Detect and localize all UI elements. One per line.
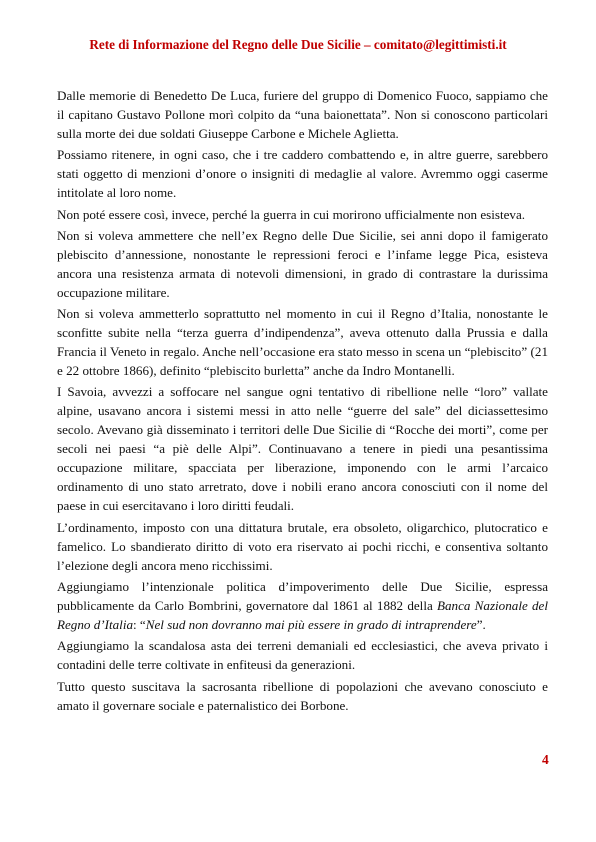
paragraph-text: Aggiungiamo l’intenzionale politica d’impoverimento delle Due Sicilie, espressa pubblicamente da Carlo Bombrini, governatore dal 1861 al 1882 della [57, 579, 548, 614]
paragraph: Possiamo ritenere, in ogni caso, che i tre caddero combattendo e, in altre guerre, sarebbero stati oggetto di menzioni d’onore o insigniti di medaglie al valore. Avremmo oggi caserme intitolate al loro nome. [57, 147, 548, 201]
article-body [57, 86, 548, 717]
paragraph: Aggiungiamo la scandalosa asta dei terreni demaniali ed ecclesiastici, che aveva privato i contadini delle terre coltivate in enfiteusi da generazioni. [57, 638, 548, 673]
bank-name: Banca Nazionale del Regno d’Italia [57, 598, 548, 633]
paragraph: I Savoia, avvezzi a soffocare nel sangue ogni tentativo di ribellione nelle “loro” vallate alpine, usavano ancora i sistemi messi in atto nelle “guerre del sale” del diciassettesimo secolo. Avevano già disseminato i territori delle Due Sicilie di “Rocche dei morti”, come per secoli nei paesi “a piè delle Alpi”. Continuavano a tenere in piedi una pesantissima occupazione militare, spacciata per liberazione, imponendo con le armi l’arcaico ordinamento di uno stato arretrato, dove i nobili erano ancora conosciuti con il nome del paese in cui esercitavano i loro diritti feudali. [57, 384, 548, 514]
paragraph: Non si voleva ammettere che nell’ex Regno delle Due Sicilie, sei anni dopo il famigerato plebiscito d’annessione, nonostante le repressioni feroci e l’infame legge Pica, esisteva ancora una resistenza armata di notevoli dimensioni, in grado di contrastare la durissima occupazione militare. [57, 227, 548, 300]
quote: Nel sud non dovranno mai più essere in grado di intraprendere [145, 617, 477, 633]
paragraph: Non poté essere così, invece, perché la guerra in cui morirono ufficialmente non esisteva. [57, 206, 526, 222]
paragraph: Dalle memorie di Benedetto De Luca, furiere del gruppo di Domenico Fuoco, sappiamo che il capitano Gustavo Pollone morì colpito da “una baionettata”. Non si conoscono particolari sulla morte dei due soldati Giuseppe Carbone e Michele Aglietta. [57, 88, 548, 141]
page-number: 4 [542, 752, 549, 767]
paragraph-bombrini [57, 577, 548, 634]
paragraph-text: : “ [133, 617, 146, 633]
page-header: Rete di Informazione del Regno delle Due Sicilie – comitato@legittimisti.it [89, 37, 507, 52]
paragraph-text: ”. [476, 617, 486, 633]
paragraph: Tutto questo suscitava la sacrosanta ribellione di popolazioni che avevano conosciuto e amato il governare sociale e paternalistico dei Borbone. [57, 678, 548, 713]
paragraph: L’ordinamento, imposto con una dittatura brutale, era obsoleto, oligarchico, plutocratico e famelico. Lo sbandierato diritto di voto era riservato ai pochi ricchi, e consentiva soltanto l’elezione degli ancora meno ricchissimi. [57, 519, 548, 573]
paragraph: Non si voleva ammetterlo soprattutto nel momento in cui il Regno d’Italia, nonostante le sconfitte subite nella “terza guerra d’indipendenza”, aveva ottenuto dalla Prussia e dalla Francia il Veneto in regalo. Anche nell’occasione era stato messo in scena un “plebiscito” (21 e 22 ottobre 1866), definito “plebiscito burletta” anche da Indro Montanelli. [57, 306, 548, 379]
